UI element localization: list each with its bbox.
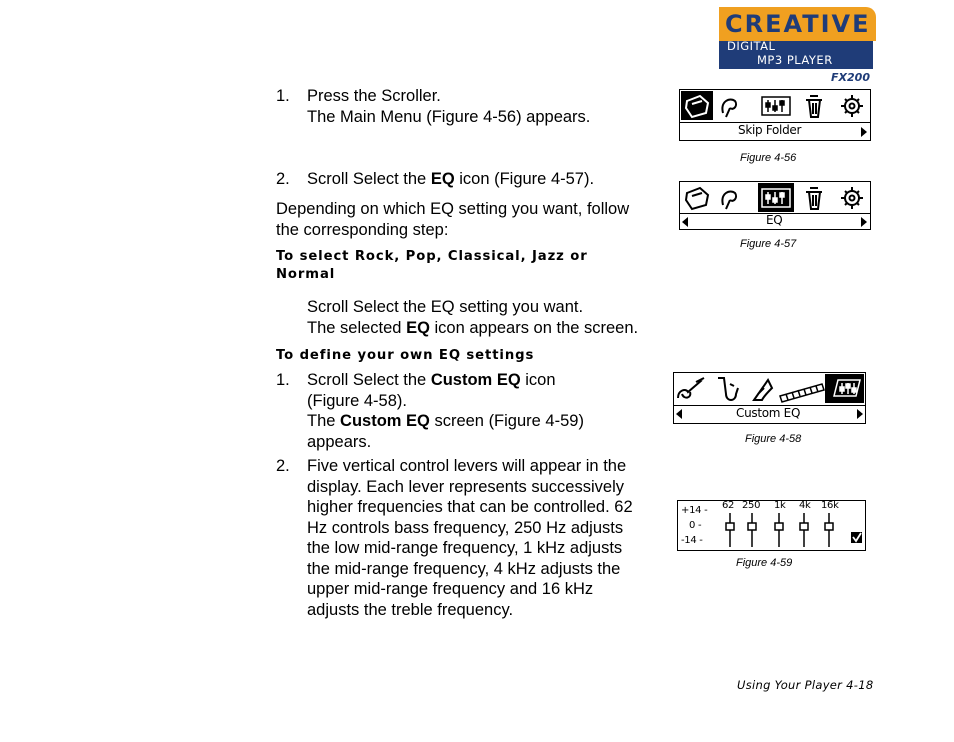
figure-4-56-screen	[679, 89, 871, 141]
logo-model: FX200	[831, 71, 870, 84]
right-arrow-icon	[861, 217, 867, 227]
lcd-label-eq: EQ	[766, 213, 783, 227]
paragraph-line: the corresponding step:	[276, 220, 449, 239]
figure-4-57-screen	[679, 181, 871, 230]
band-label-4k: 4k	[799, 500, 811, 511]
step-text: screen (Figure 4-59)	[429, 412, 584, 430]
right-arrow-icon	[861, 127, 867, 137]
band-label-62: 62	[722, 500, 735, 511]
band-label-16k: 16k	[821, 500, 839, 511]
step-text: icon (Figure 4-57).	[454, 170, 595, 188]
step-line: the mid-range frequency, 4 kHz adjusts the	[307, 559, 621, 578]
step-number: 1.	[276, 87, 290, 105]
step-line: Five vertical control levers will appear in the	[307, 457, 627, 475]
step-text: Scroll Select the	[307, 371, 431, 389]
step-line: adjusts the treble frequency.	[307, 600, 514, 619]
main-menu-icons	[680, 183, 869, 213]
step-a1	[276, 86, 656, 127]
pop-keyboard-icon	[780, 384, 824, 402]
page-footer: Using Your Player 4-18	[737, 678, 874, 692]
music-note-icon	[722, 192, 736, 210]
scale-label-zero: 0 -	[689, 520, 702, 531]
step-line: (Figure 4-58).	[307, 391, 407, 410]
trash-icon	[806, 96, 822, 117]
heading-select-preset	[276, 248, 676, 284]
intro-paragraph	[276, 199, 676, 240]
eq-sliders	[678, 501, 864, 549]
checkmark-icon	[851, 532, 862, 543]
eq-icon	[762, 97, 790, 115]
lcd-label-skip-folder: Skip Folder	[738, 123, 802, 137]
music-note-icon	[722, 100, 736, 118]
slider-1k	[775, 513, 783, 547]
instruction-bold: EQ	[406, 318, 430, 337]
preset-instructions	[307, 297, 687, 338]
eq-preset-icons	[674, 374, 864, 406]
band-label-250: 250	[742, 500, 761, 511]
step-text: The	[307, 412, 341, 430]
step-bold: Custom EQ	[430, 371, 521, 389]
step-number: 1.	[276, 371, 290, 389]
step-line: Press the Scroller.	[307, 87, 441, 105]
band-label-1k: 1k	[774, 500, 786, 511]
settings-gear-icon	[841, 187, 863, 209]
step-line: upper mid-range frequency and 16 kHz	[307, 580, 594, 598]
step-line: display. Each lever represents successively	[307, 477, 624, 496]
settings-gear-icon	[841, 95, 863, 117]
step-number: 2.	[276, 457, 290, 475]
step-text: Scroll Select the	[307, 170, 431, 188]
caption-fig-56: Figure 4-56	[740, 152, 797, 164]
caption-fig-59: Figure 4-59	[736, 557, 793, 569]
scale-label-plus14: +14 -	[681, 505, 708, 516]
step-line: The Main Menu (Figure 4-56) appears.	[307, 107, 591, 126]
heading-line: To select Rock, Pop, Classical, Jazz or	[276, 249, 588, 264]
slider-250	[748, 513, 756, 547]
step-line: higher frequencies that can be controlled. 62	[307, 498, 633, 516]
step-b1	[276, 370, 676, 452]
instruction-text: The selected	[307, 318, 407, 337]
logo-brand-text: CREATIVE	[725, 10, 871, 38]
left-arrow-icon	[682, 217, 688, 227]
step-number: 2.	[276, 170, 290, 188]
instruction-line: Scroll Select the EQ setting you want.	[307, 298, 584, 316]
classical-harp-icon	[754, 380, 772, 400]
step-b2	[276, 456, 676, 620]
creative-logo	[719, 7, 876, 87]
lcd-label-custom-eq: Custom EQ	[736, 406, 801, 420]
instruction-text: icon appears on the screen.	[429, 318, 639, 337]
trash-icon	[806, 188, 822, 209]
jazz-saxophone-icon	[718, 378, 738, 400]
left-arrow-icon	[676, 409, 682, 419]
figure-4-59-screen	[677, 500, 866, 551]
heading-line: Normal	[276, 267, 336, 282]
step-text: icon	[520, 371, 556, 389]
slider-16k	[825, 513, 833, 547]
step-line: the low mid-range frequency, 1 kHz adjusts	[307, 539, 623, 557]
caption-fig-57: Figure 4-57	[740, 238, 797, 250]
logo-line1: DIGITAL	[727, 39, 776, 53]
slider-62	[726, 513, 734, 547]
rock-guitar-icon	[678, 378, 704, 398]
heading-custom-eq: To define your own EQ settings	[276, 348, 535, 363]
scale-label-minus14: -14 -	[681, 535, 703, 546]
slider-4k	[800, 513, 808, 547]
step-line: Hz controls bass frequency, 250 Hz adjusts	[307, 518, 624, 537]
step-bold: EQ	[430, 170, 455, 188]
right-arrow-icon	[857, 409, 863, 419]
step-a2	[276, 169, 656, 190]
folder-icon	[686, 188, 708, 209]
step-line: appears.	[307, 432, 372, 451]
paragraph-line: Depending on which EQ setting you want, follow	[276, 200, 630, 218]
caption-fig-58: Figure 4-58	[745, 433, 802, 445]
figure-4-58-screen	[673, 372, 866, 424]
logo-line2: MP3 PLAYER	[757, 53, 833, 67]
main-menu-icons	[680, 91, 869, 121]
step-bold: Custom EQ	[340, 412, 430, 430]
